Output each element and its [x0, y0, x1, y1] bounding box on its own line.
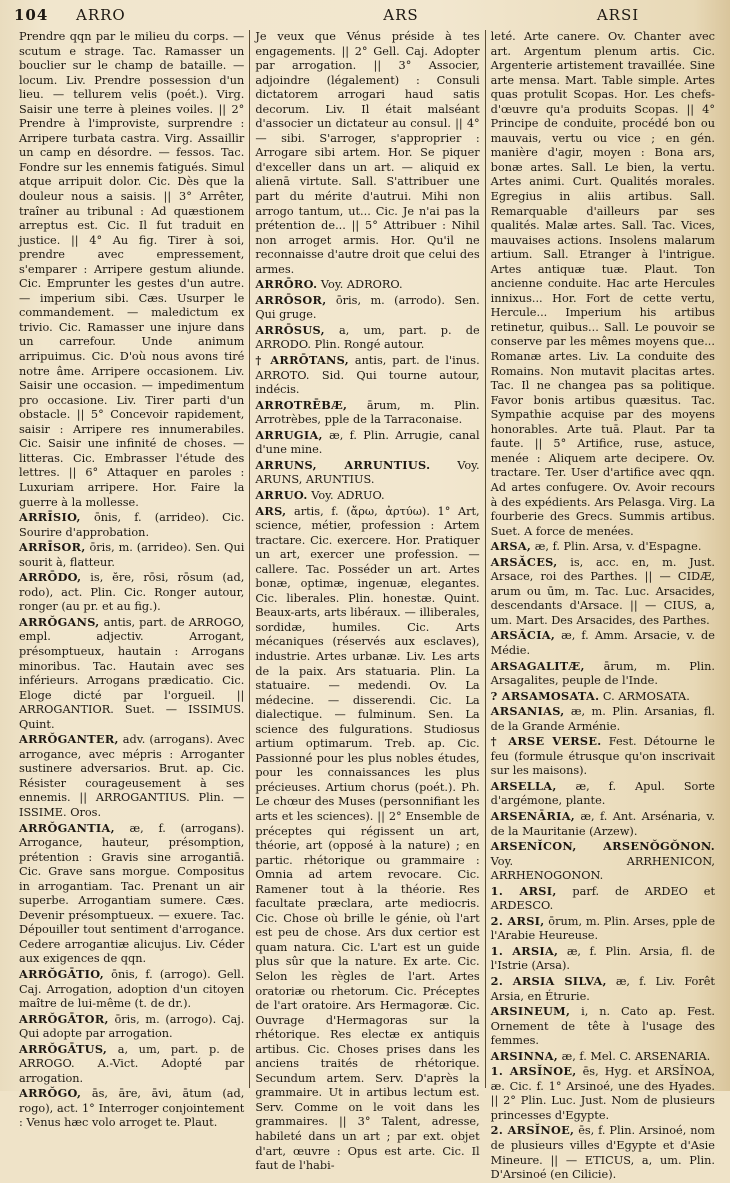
entry-headword: ARRŎGANTER,: [19, 732, 119, 747]
entry-headword: ARSAGALITÆ,: [490, 658, 585, 673]
dictionary-entry: [491, 1123, 715, 1182]
entry-text: æ, f. Mel. C. ARSENARIA.: [561, 1049, 711, 1063]
column-left: [14, 30, 249, 1130]
entry-headword: † ARSE VERSE.: [490, 734, 602, 749]
entry-headword: ARRŎGO,: [19, 1086, 82, 1101]
entry-text: a, um, part. p. de ARRODO. Plin. Rongé autour.: [255, 323, 480, 352]
running-header: [14, 6, 720, 30]
column-middle: [249, 30, 484, 1173]
dictionary-entry: [255, 398, 479, 428]
entry-headword: ARRŌSUS,: [255, 322, 325, 337]
entry-headword: ARRŎGĀTOR,: [19, 1011, 109, 1026]
entry-headword: 1. ARSĬNOE,: [490, 1064, 577, 1079]
entry-text: is, ĕre, rōsi, rōsum (ad, rodo), act. Plin. Cic. Ronger autour, ronger (au pr. et au fig.).: [19, 571, 245, 614]
entry-text: adv. (arrogans). Avec arrogance, avec mépris : Arroganter sustinere adversarios. Brut. ap. Cic. Résister courageusement à ses ennemis. || ARROGANTIUS. Plin. — ISSIME. Oros.: [19, 733, 245, 819]
entry-text: ēs, f. Plin. Arsinoé, nom de plusieurs villes d'Egypte et d'Asie Mineure. || — ETICUS, a, um. Plin. D'Arsinoé (en Cilicie).: [490, 1124, 715, 1182]
left-running-head: ARRO: [76, 6, 126, 24]
entry-text: ārum, m. Plin. Arrotrèbes, pple de la Tarraconaise.: [255, 398, 480, 427]
entry-text: is, acc. en, m. Just. Arsace, roi des Parthes. || — CIDÆ, arum ou ūm, m. Tac. Luc. Arsacides, descendants d'Arsace. || — CIUS, a, um. Mart. Des Arsacides, des Parthes.: [490, 555, 715, 627]
entry-headword: ARRŎGĀTIO,: [19, 967, 104, 981]
dictionary-entry: [491, 914, 715, 944]
entry-text: ōris, m. (arrodo). Sen. Qui gruge.: [255, 293, 480, 322]
entry-text: Prendre qqn par le milieu du corps. — scutum e strage. Tac. Ramasser un bouclier sur le champ de bataille. — locum. Liv. Prendre possession d'un lieu. — tellurem velis (poét.). Virg. Saisir une terre à pleines voiles. || 2° Prendre à l'improviste, surprendre : Arripere turbata castra. Virg. Assaillir un camp en désordre. — fessos. Tac. Fondre sur les ennemis fatigués. Simul atque arripuit dolor. Cic. Dès que la douleur nous a saisis. || 3° Arrêter, traîner au tribunal : Ad quæstionem arreptus est. Cic. Il fut traduit en justice. || 4° Au fig. Tirer à soi, prendre avec empressement, s'emparer : Arripere gestum aliunde. Cic. Emprunter les gestes d'un autre. — imperium sibi. Cæs. Usurper le commandement. — maledictum ex trivio. Cic. Ramasser une injure dans un carrefour. Unde animum arripuimus. Cic. D'où nous avons tiré notre âme. Arripere occasionem. Liv. Saisir une occasion. — impedimentum pro occasione. Liv. Tirer parti d'un obstacle. || 5° Concevoir rapidement, saisir : Arripere res innumerabiles. Cic. Saisir une infinité de choses. — litteras. Cic. Embrasser l'étude des lettres. || 6° Attaquer en paroles : Luxuriam arripere. Hor. Faire la guerre à la mollesse.: [19, 30, 245, 509]
entry-text: Voy. ARUNS, ARUNTIUS.: [255, 458, 480, 487]
entry-text: antis, part. de ARROGO, empl. adjectiv. Arrogant, présomptueux, hautain : Arrogans minoribus. Tac. Hautain avec ses inférieurs. Arrogans prædicatio. Cic. Eloge dicté par l'orgueil. || ARROGANTIOR. Suet. — ISSIMUS. Quint.: [19, 615, 245, 731]
entry-headword: ARSĂCES,: [490, 554, 558, 569]
entry-headword: ARRŌSOR,: [255, 292, 327, 307]
entry-text: Je veux que Vénus préside à tes engagements. || 2° Gell. Caj. Adopter par arrogation. || 3° Associer, adjoindre (légalement) : Consuli dictatorem arrogari haud satis decorum. Liv. Il était malséant d'associer un dictateur au consul. || 4° — sibi. S'arroger, s'approprier : Arrogare sibi artem. Hor. Se piquer d'exceller dans un art. — aliquid ex alienā virtute. Sall. S'attribuer une part du mérite d'autrui. Mihi non arrogo tantum, ut... Cic. Je n'ai pas la prétention de... || 5° Attribuer : Nihil non arroget armis. Hor. Qu'il ne reconnaisse d'autre droit que celui des armes.: [255, 30, 480, 276]
entry-text: æ, f. (arrogans). Arrogance, hauteur, présomption, prétention : Gravis sine arrogantiā. Cic. Grave sans morgue. Compositus in arrogantiam. Tac. Prenant un air superbe. Arrogantiam sumere. Cæs. Devenir présomptueux. — exuere. Tac. Dépouiller tout sentiment d'arrogance. Cedere arrogantiæ alicujus. Liv. Céder aux exigences de qqn.: [19, 821, 245, 966]
dictionary-entry: [491, 659, 715, 689]
dictionary-entry: [491, 704, 715, 734]
column-right: [485, 30, 720, 1182]
entry-headword: ARRĪSIO,: [19, 510, 81, 525]
dictionary-entry: [491, 1049, 715, 1065]
entry-headword: ARRŎGANS,: [19, 614, 100, 629]
entry-headword: ARSA,: [490, 539, 532, 554]
entry-headword: ARSANIAS,: [490, 704, 565, 719]
entry-headword: 1. ARSIA,: [490, 943, 559, 958]
entry-headword: ARRŌRO.: [255, 277, 318, 292]
dictionary-entry: [491, 30, 715, 539]
dictionary-entry: [255, 323, 479, 353]
dictionary-entry: [491, 1004, 715, 1049]
entry-headword: 2. ARSĬNOE,: [490, 1123, 575, 1138]
dictionary-entry: [19, 967, 244, 1012]
dictionary-entry: [19, 732, 244, 820]
dictionary-entry: [19, 570, 244, 615]
dictionary-entry: [255, 30, 479, 277]
dictionary-entry: [19, 615, 244, 732]
dictionary-entry: [19, 510, 244, 540]
entry-text: æ, m. Plin. Arsanias, fl. de la Grande Arménie.: [490, 705, 715, 733]
dictionary-entry: [491, 734, 715, 779]
dictionary-entry: [491, 809, 715, 839]
entry-headword: ARRĪSOR,: [19, 540, 86, 555]
entry-text: artis, f. (ἄρω, ἀρτύω). 1° Art, science, métier, profession : Artem tractare. Cic. exercere. Hor. Pratiquer un art, exercer une profession. — callere. Tac. Posséder un art. Artes bonæ, optimæ, ingenuæ, elegantes. Cic. liberales. Plin. honestæ. Quint. Beaux-arts, arts libéraux. — illiberales, sordidæ, humiles. Cic. Arts mécaniques (réservés aux esclaves), industrie. Artes urbanæ. Liv. Les arts de la paix. Ars statuaria. Plin. La statuaire. — medendi. Ov. La médecine. — disserendi. Cic. La dialectique. — fulminum. Sen. La science des fulgurations. Studiosus artium optimarum. Treb. ap. Cic. Passionné pour les plus nobles études, pour les connaissances les plus précieuses. Artium chorus (poét.). Ph. Le chœur des Muses (personnifiant les arts et les sciences). || 2° Ensemble de préceptes qui régissent un art, théorie, art (opposé à la nature) ; en partic. rhétorique ou grammaire : Omnia ad artem revocare. Cic. Ramener tout à la théorie. Res facultate præclara, arte mediocris. Cic. Chose où brille le génie, où l'art est peu de chose. Ars dux certior est quam natura. Cic. L'art est un guide plus sûr que la nature. Ex arte. Cic. Selon les règles de l'art. Artes oratoriæ ou rhetorum. Cic. Préceptes de l'art oratoire. Ars Hermagoræ. Cic. Ouvrage d'Hermagoras sur la rhétorique. Res electæ ex antiquis artibus. Cic. Choses prises dans les anciens traités de rhétorique. Secundum artem. Serv. D'après la grammaire. Ut in artibus lectum est. Serv. Comme on le voit dans les grammaires. || 3° Talent, adresse, habileté dans un art ; par ext. objet d'art, œuvre : Opus est arte. Cic. Il faut de l'habi-: [255, 504, 480, 1173]
entry-text: ōnis, f. (arrogo). Gell. Caj. Arrogation, adoption d'un citoyen maître de lui-même (t. de dr.).: [19, 968, 245, 1011]
dictionary-entry: [255, 353, 479, 398]
dictionary-entry: [255, 504, 479, 1174]
dictionary-entry: [491, 628, 715, 658]
dictionary-entry: [491, 944, 715, 974]
entry-headword: 2. ARSI,: [490, 913, 545, 928]
entry-headword: ARSENĬCON, ARSENŎGŎNON.: [490, 839, 715, 854]
dictionary-entry: [491, 974, 715, 1004]
dictionary-entry: [255, 458, 479, 488]
entry-text: leté. Arte canere. Ov. Chanter avec art. Argentum plenum artis. Cic. Argenterie artistement travaillée. Sine arte mensa. Mart. Table simple. Artes quas protulit Scopas. Hor. Les chefs-d'œuvre qu'a produits Scopas. || 4° Principe de conduite, procédé bon ou mauvais, vertu ou vice ; en gén. manière d'agir, moyen : Bona ars, bonæ artes. Sall. Le bien, la vertu. Artes animi. Curt. Qualités morales. Egregius in aliis artibus. Sall. Remarquable d'ailleurs par ses qualités. Malæ artes. Sall. Tac. Vices, mauvaises actions. Insolens malarum artium. Sall. Etranger à l'intrigue. Artes antiquæ tuæ. Plaut. Ton ancienne conduite. Hac arte Hercules innixus... Hor. Fort de cette vertu, Hercule... Imperium his artibus retinetur, quibus... Sall. Le pouvoir se conserve par les mêmes moyens que... Romanæ artes. Liv. La conduite des Romains. Non mutavit placitas artes. Tac. Il ne changea pas sa politique. Favor bonis artibus quæsitus. Tac. Sympathie acquise par des moyens honorables. Arte tuā. Plaut. Par ta faute. || 5° Artifice, ruse, astuce, menée : Aliquem arte decipere. Ov. tractare. Ter. User d'artifice avec qqn. Ad artes confugere. Ov. Avoir recours à des expédients. Ars Pelasga. Virg. La fourberie des Grecs. Summis artibus. Suet. A force de menées.: [490, 30, 715, 538]
entry-text: Voy. ADRUO.: [311, 488, 385, 502]
dictionary-entry: [255, 488, 479, 504]
entry-text: æ, f. Plin. Arsia, fl. de l'Istrie (Arsa).: [490, 944, 715, 973]
dictionary-entry: [255, 293, 479, 323]
entry-text: ēs, Hyg. et ARSĬNOA, æ. Cic. f. 1° Arsinoé, une des Hyades. || 2° Plin. Luc. Just. Nom de plusieurs princesses d'Egypte.: [490, 1065, 715, 1122]
dictionary-entry: [19, 1012, 244, 1042]
entry-headword: ARRUGIA,: [255, 427, 323, 442]
entry-text: a, um, part. p. de ARROGO. A.-Vict. Adopté par arrogation.: [19, 1042, 245, 1085]
dictionary-entry: [491, 839, 715, 884]
dictionary-entry: [19, 30, 244, 510]
entry-text: i, n. Cato ap. Fest. Ornement de tête à l'usage des femmes.: [490, 1005, 715, 1048]
dictionary-entry: [255, 277, 479, 293]
entry-text: parf. de ARDEO et ARDESCO.: [490, 884, 715, 913]
dictionary-entry: [19, 1042, 244, 1087]
entry-headword: 2. ARSIA SILVA,: [490, 974, 607, 988]
text-columns: [14, 30, 720, 1182]
entry-text: antis, part. de l'inus. ARROTO. Sid. Qui tourne autour, indécis.: [255, 354, 480, 397]
page-number: 104: [14, 6, 49, 24]
dictionary-entry: [255, 428, 479, 458]
entry-text: C. ARMOSATA.: [602, 689, 690, 703]
entry-headword: ? ARSAMOSATA.: [490, 688, 600, 703]
dictionary-entry: [491, 779, 715, 809]
entry-text: ōrum, m. Plin. Arses, pple de l'Arabie Heureuse.: [490, 914, 716, 943]
entry-headword: 1. ARSI,: [490, 883, 557, 898]
dictionary-entry: [491, 884, 715, 914]
entry-text: æ, f. Plin. Arsa, v. d'Espagne.: [534, 540, 702, 554]
dictionary-entry: [491, 539, 715, 555]
entry-text: æ, f. Plin. Arrugie, canal d'une mine.: [255, 428, 480, 457]
dictionary-entry: [491, 689, 715, 705]
entry-headword: ARRŎGANTIA,: [19, 820, 115, 835]
entry-headword: ARRŎGĀTUS,: [19, 1041, 108, 1056]
dictionary-entry: [491, 555, 715, 629]
entry-headword: ARSINNA,: [490, 1048, 559, 1063]
entry-headword: ARSENĀRIA,: [490, 808, 576, 823]
right-running-head: ARSI: [596, 6, 640, 24]
dictionary-entry: [19, 821, 244, 967]
entry-headword: ARRUO.: [255, 487, 308, 502]
entry-headword: ARSINEUM,: [490, 1004, 571, 1019]
entry-headword: ARRUNS, ARRUNTIUS.: [255, 457, 431, 472]
entry-text: ōris, m. (arrideo). Sen. Qui sourit à, flatteur.: [19, 541, 245, 569]
entry-headword: ARROTRĒBÆ,: [255, 397, 348, 412]
entry-text: ās, āre, āvi, ātum (ad, rogo), act. 1° Interroger conjointement : Venus hæc volo arroget te. Plaut.: [19, 1087, 245, 1130]
entry-text: ārum, m. Plin. Arsagalites, peuple de l'Inde.: [490, 659, 715, 688]
entry-text: ōnis, f. (arrideo). Cic. Sourire d'approbation.: [19, 511, 245, 539]
entry-headword: ARSELLA,: [490, 778, 557, 793]
dictionary-entry: [491, 1064, 715, 1123]
entry-text: Voy. ARRHENICON, ARRHENOGONON.: [490, 854, 715, 883]
entry-headword: ARRŌDO,: [19, 570, 82, 585]
entry-text: æ, f. Amm. Arsacie, v. de Médie.: [490, 629, 715, 657]
center-running-head: ARS: [383, 6, 419, 24]
entry-headword: ARS,: [255, 503, 287, 518]
dictionary-entry: [19, 1086, 244, 1131]
entry-text: æ, f. Apul. Sorte d'argémone, plante.: [490, 779, 715, 808]
entry-text: Voy. ADRORO.: [320, 278, 403, 292]
entry-text: Fest. Détourne le feu (formule étrusque qu'on inscrivait sur les maisons).: [490, 735, 715, 778]
entry-text: ōris, m. (arrogo). Caj. Qui adopte par arrogation.: [19, 1012, 245, 1041]
entry-text: æ, f. Ant. Arsénaria, v. de la Mauritanie (Arzew).: [490, 809, 715, 838]
entry-text: æ, f. Liv. Forêt Arsia, en Étrurie.: [490, 975, 715, 1003]
dictionary-entry: [19, 540, 244, 570]
entry-headword: ARSĂCIA,: [490, 628, 556, 643]
entry-headword: † ARRŌTANS,: [255, 353, 349, 368]
